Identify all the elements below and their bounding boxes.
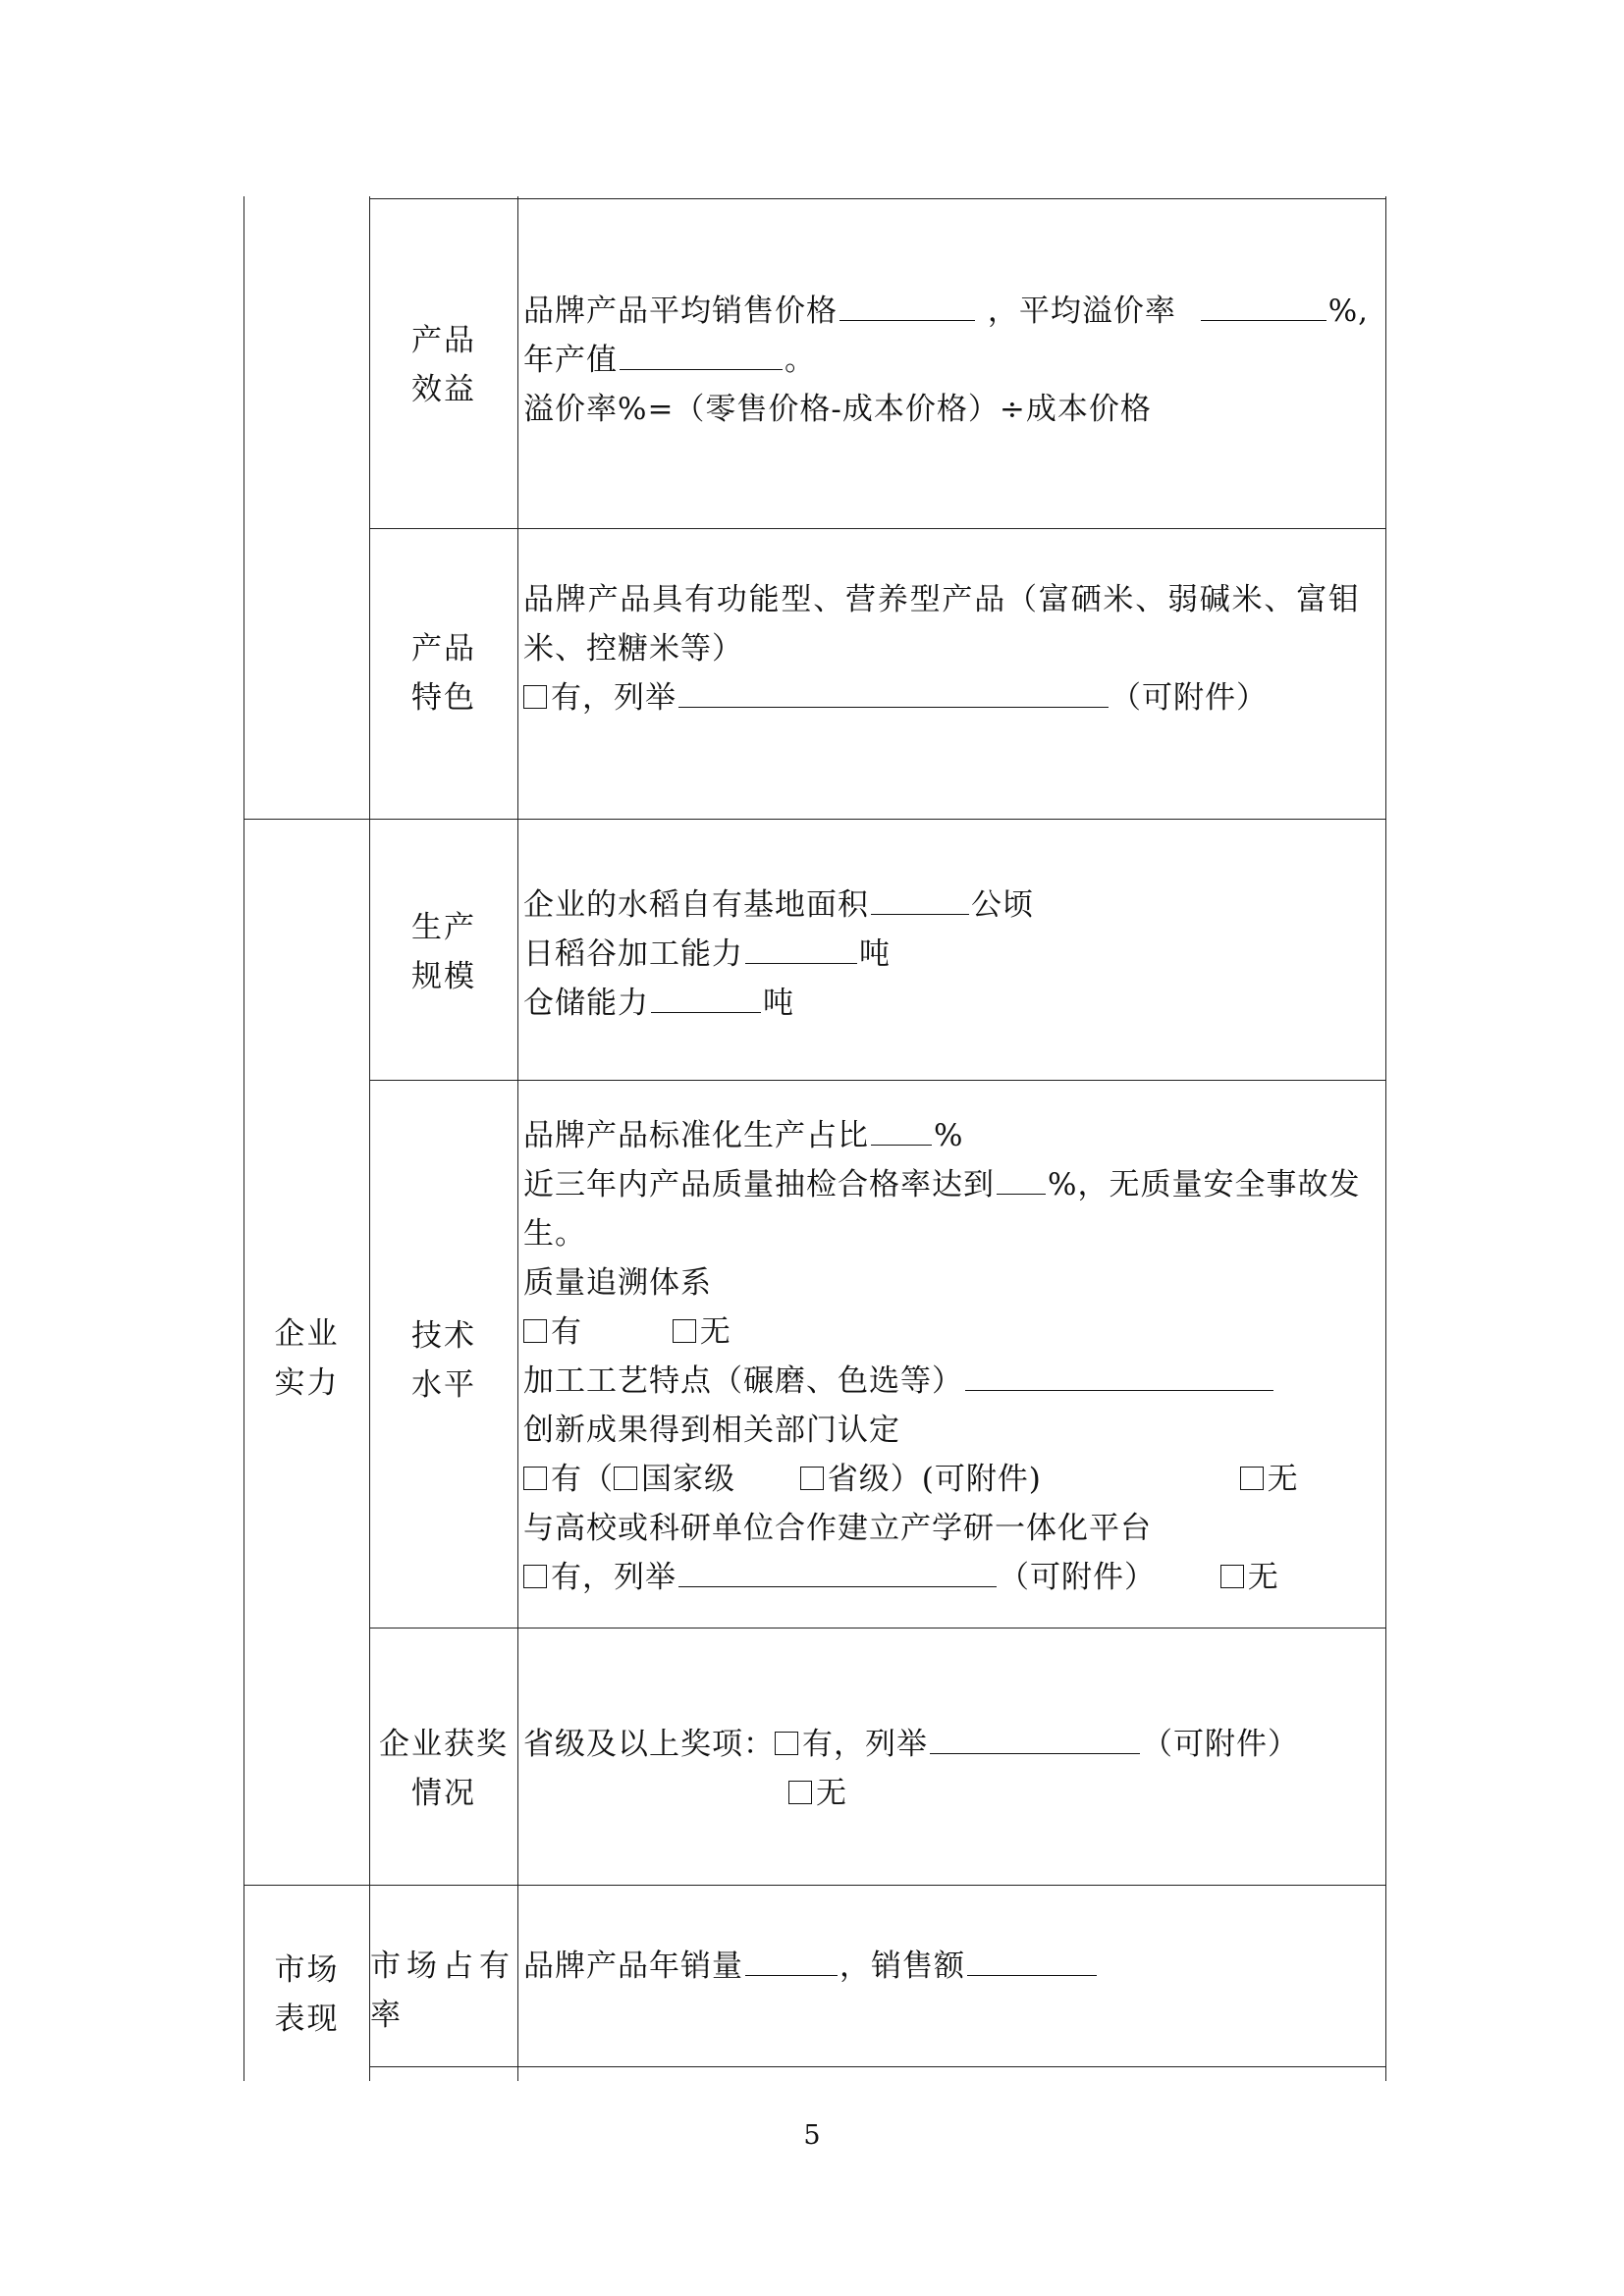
technical-level-content: 品牌产品标准化生产占比 % 近三年内产品质量抽检合格率达到 %，无质量安全事故发 生。 质量追溯体系 有 无 加工工艺特点（碾磨、色选等） 创新成果得到相关部门认定 有（ 国家级 省级）(可附件) 无 与高校或科研单位合作建立产学研一体化平台 有，列举 （可附件） 无 [523,1111,1387,1602]
group-label-enterprise-strength: 企业 实力 [274,1316,340,1401]
row-label-market-share: 市场占有 率 [370,1949,515,2033]
innovation-yes-checkbox[interactable] [523,1467,547,1490]
annual-output-blank[interactable] [620,336,783,370]
cooperation-no-checkbox[interactable] [1220,1565,1244,1588]
cooperation-list-blank[interactable] [678,1553,997,1587]
traceability-no-checkbox[interactable] [673,1319,696,1343]
row-label-product-feature: 产品 特色 [411,631,476,716]
base-area-blank[interactable] [871,881,969,915]
feature-list-blank[interactable] [678,673,1109,708]
premium-rate-blank[interactable] [1201,287,1326,321]
process-features-blank[interactable] [965,1357,1273,1391]
table-row-line [244,1885,1386,1886]
avg-price-blank[interactable] [839,287,975,321]
table-row-line [369,1628,1386,1629]
standardization-ratio-blank[interactable] [871,1111,932,1146]
group-label-market-performance: 市场 表现 [274,1952,340,2037]
table-row-line-top [369,198,1386,199]
awards-no-checkbox[interactable] [788,1781,812,1804]
storage-capacity-blank[interactable] [651,979,761,1013]
awards-list-blank[interactable] [930,1720,1140,1754]
table-row-line [369,528,1386,529]
row-label-production-scale: 生产 规模 [411,910,476,994]
page-number: 5 [803,2120,821,2151]
processing-capacity-blank[interactable] [745,930,857,964]
market-share-content: 品牌产品年销量 ，销售额 [523,1942,1387,1991]
sales-amount-blank[interactable] [967,1942,1097,1976]
awards-content: 省级及以上奖项： 有，列举 （可附件） 无 [523,1720,1387,1818]
annual-sales-volume-blank[interactable] [745,1942,838,1976]
premium-rate-formula: 溢价率%=（零售价格-成本价格）÷成本价格 [523,392,1152,427]
row-label-technical-level: 技术 水平 [411,1318,476,1403]
product-feature-content: 品牌产品具有功能型、营养型产品（富硒米、弱碱米、富钼 米、控糖米等） 有，列举 （可附件） [523,582,1361,716]
provincial-level-checkbox[interactable] [800,1467,824,1490]
table-row-line-bottom [369,2066,1386,2067]
pass-rate-blank[interactable] [997,1160,1046,1195]
product-benefit-content: 品牌产品平均销售价格 ，平均溢价率 %, 年产值 。 溢价率%=（零售价格-成本价格）÷成本价格 [523,287,1387,434]
table-row-line [244,819,1386,820]
innovation-no-checkbox[interactable] [1240,1467,1264,1490]
awards-yes-checkbox[interactable] [775,1732,798,1755]
table-column-divider-2 [517,196,518,2081]
traceability-yes-checkbox[interactable] [523,1319,547,1343]
production-scale-content: 企业的水稻自有基地面积 公顷 日稻谷加工能力 吨 仓储能力 吨 [523,881,1387,1028]
feature-yes-checkbox[interactable] [523,685,547,709]
cooperation-yes-checkbox[interactable] [523,1565,547,1588]
table-row-line [369,1080,1386,1081]
row-label-awards: 企业获奖 情况 [379,1727,509,1811]
national-level-checkbox[interactable] [614,1467,637,1490]
row-label-product-benefit: 产品 效益 [411,323,476,407]
